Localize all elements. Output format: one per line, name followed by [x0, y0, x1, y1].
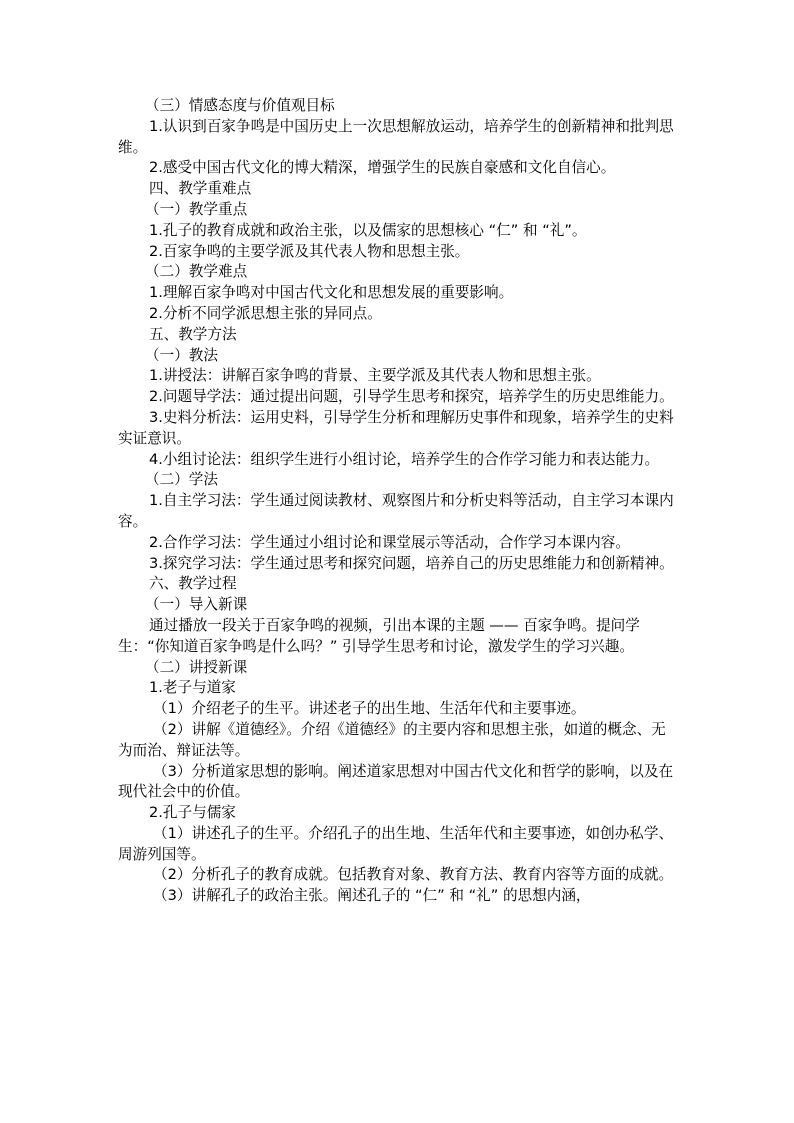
section-heading: （一）教学重点 [145, 200, 248, 218]
subsection-heading: 1.老子与道家 [149, 679, 236, 697]
section-heading: （一）教法 [145, 346, 218, 364]
document-page [118, 96, 676, 907]
list-item: 4.小组讨论法：组织学生进行小组讨论，培养学生的合作学习能力和表达能力。 [149, 450, 660, 468]
list-item: 2.合作学习法：学生通过小组讨论和课堂展示等活动，合作学习本课内容。 [149, 533, 630, 551]
list-item: 1.孔子的教育成就和政治主张，以及儒家的思想核心 “仁” 和 “礼”。 [149, 221, 587, 239]
list-item: （1）讲述孔子的生平。介绍孔子的出生地、生活年代和主要事迹，如创办私学、周游列国等。 [118, 824, 674, 863]
list-item: （3）分析道家思想的影响。阐述道家思想对中国古代文化和哲学的影响，以及在现代社会中的价值。 [118, 762, 674, 801]
list-item: （3）讲解孔子的政治主张。阐述孔子的 “仁” 和 “礼” 的思想内涵， [153, 887, 591, 905]
section-heading: （二）讲授新课 [145, 658, 248, 676]
body-paragraph: 通过播放一段关于百家争鸣的视频，引出本课的主题 —— 百家争鸣。提问学生：“你知道百家争鸣是什么吗？” 引导学生思考和讨论，激发学生的学习兴趣。 [118, 616, 640, 655]
list-item: （2）分析孔子的教育成就。包括教育对象、教育方法、教育内容等方面的成就。 [153, 866, 674, 884]
section-heading: 六、教学过程 [149, 575, 237, 593]
list-item: 2.百家争鸣的主要学派及其代表人物和思想主张。 [149, 242, 470, 260]
section-heading: （二）学法 [145, 471, 218, 489]
list-item: 2.感受中国古代文化的博大精深，增强学生的民族自豪感和文化自信心。 [149, 159, 616, 177]
list-item: （1）介绍老子的生平。讲述老子的出生地、生活年代和主要事迹。 [153, 700, 586, 718]
section-heading: 五、教学方法 [149, 325, 237, 343]
section-heading: （二）教学难点 [145, 263, 248, 281]
list-item: 1.认识到百家争鸣是中国历史上一次思想解放运动，培养学生的创新精神和批判思维。 [118, 117, 674, 156]
list-item: 3.史料分析法：运用史料，引导学生分析和理解历史事件和现象，培养学生的史料实证意识。 [118, 408, 674, 447]
list-item: 2.分析不同学派思想主张的异同点。 [149, 304, 382, 322]
section-heading: （三）情感态度与价值观目标 [145, 97, 335, 114]
list-item: 1.理解百家争鸣对中国古代文化和思想发展的重要影响。 [149, 284, 514, 302]
section-heading: （一）导入新课 [145, 596, 248, 614]
list-item: 1.讲授法：讲解百家争鸣的背景、主要学派及其代表人物和思想主张。 [149, 367, 601, 385]
subsection-heading: 2.孔子与儒家 [149, 804, 236, 822]
list-item: （2）讲解《道德经》。介绍《道德经》的主要内容和思想主张，如道的概念、无为而治、辩证法等。 [118, 720, 666, 759]
list-item: 2.问题导学法：通过提出问题，引导学生思考和探究，培养学生的历史思维能力。 [149, 388, 674, 406]
list-item: 3.探究学习法：学生通过思考和探究问题，培养自己的历史思维能力和创新精神。 [149, 554, 674, 572]
section-heading: 四、教学重难点 [149, 180, 252, 198]
list-item: 1.自主学习法：学生通过阅读教材、观察图片和分析史料等活动，自主学习本课内容。 [118, 492, 674, 530]
